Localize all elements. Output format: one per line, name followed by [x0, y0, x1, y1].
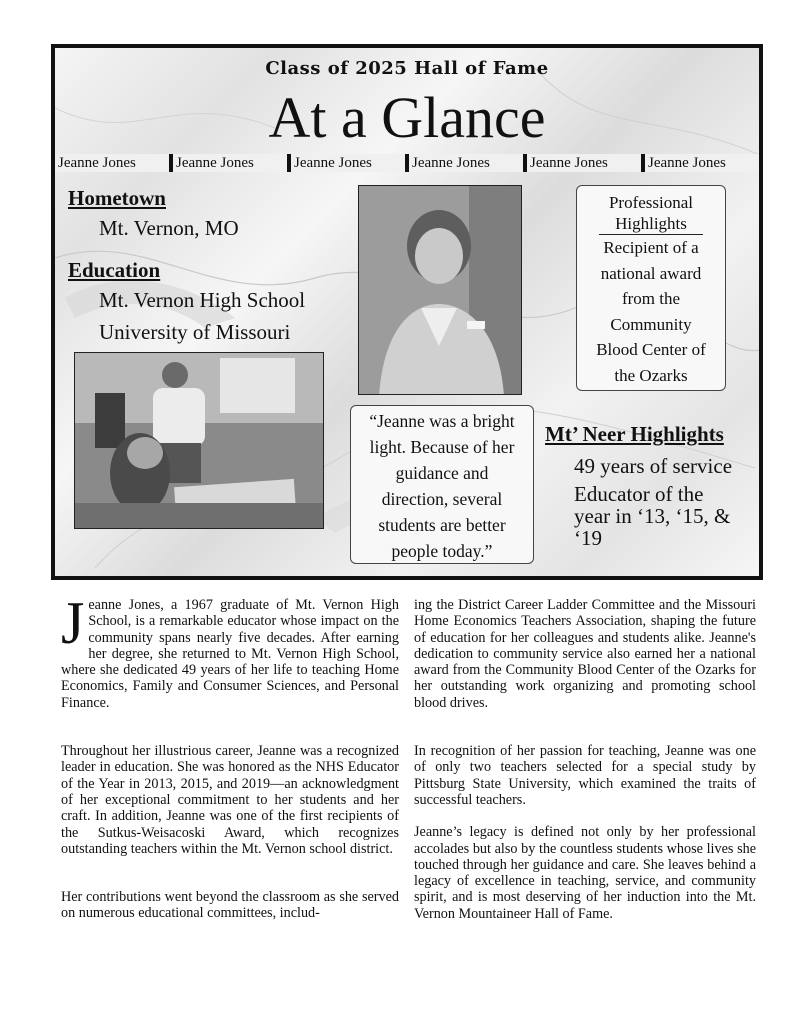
mtneer-highlight-item: year in ‘13, ‘15, &	[574, 504, 731, 528]
professional-highlights-box	[576, 185, 726, 391]
page-title: At a Glance	[268, 85, 546, 150]
education-heading: Education	[68, 258, 161, 282]
article-paragraph: Jeanne’s legacy is defined not only by her professional accolades but also by the countless students whose lives she touched through her guidance and care. She leaves behind a legacy of excellence in teaching, service, and community spirit, and is most deserving of her induction into the Mt. Vernon Mountaineer Hall of Fame.	[414, 824, 756, 922]
article-paragraph: Her contributions went beyond the classroom as she served on numerous educational committees, includ-	[61, 889, 399, 922]
quote-box	[350, 405, 534, 564]
education-item: Mt. Vernon High School	[99, 288, 306, 312]
education-item: University of Missouri	[99, 320, 291, 344]
quote-line: “Jeanne was a bright	[369, 411, 515, 431]
classroom-photo	[74, 352, 324, 529]
mtneer-highlight-item: Educator of the	[574, 482, 704, 506]
name-strip-item: Jeanne Jones	[291, 154, 405, 172]
article-paragraph: In recognition of her passion for teaching, Jeanne was one of only two teachers selected for a special study by Pittsburg State University, which examined the traits of successful teachers.	[414, 743, 756, 808]
article-paragraph: Jeanne Jones, a 1967 graduate of Mt. Vernon High School, is a remarkable educator whose impact on the community spans nearly five decades. After earning her degree, she returned to Mt. Vernon High School, where she dedicated 49 years of her life to teaching Home Economics, Family and Consumer Sciences, and Personal Finance.	[61, 590, 399, 711]
professional-highlights-line: the Ozarks	[614, 365, 688, 385]
quote-line: guidance and	[395, 463, 489, 483]
article-paragraph: ing the District Career Ladder Committee and the Missouri Home Economics Teachers Association, shaping the future of education for her colleagues and students alike. Jeanne's dedication to community service also earned her a national award from the Community Blood Center of the Ozarks for her outstanding work organizing and promoting school blood drives.	[414, 597, 756, 711]
professional-highlights-title: Professional	[608, 193, 694, 212]
quote-line: direction, several	[381, 489, 503, 509]
professional-highlights-line: from the	[621, 289, 681, 308]
professional-highlights-line: national award	[600, 263, 702, 283]
mtneer-highlight-item: 49 years of service	[574, 454, 733, 478]
hall-of-fame-kicker: Class of 2025 Hall of Fame	[265, 58, 549, 79]
drop-cap: J	[61, 590, 85, 656]
name-strip-item: Jeanne Jones	[645, 154, 759, 172]
name-strip-item: Jeanne Jones	[409, 154, 523, 172]
professional-highlights-subtitle: Highlights	[599, 213, 703, 235]
name-strip-item: Jeanne Jones	[527, 154, 641, 172]
professional-highlights-line: Blood Center of	[596, 340, 706, 359]
article-column-right	[414, 597, 756, 922]
mtneer-highlight-item: ‘19	[574, 526, 602, 550]
name-strip-item: Jeanne Jones	[55, 154, 169, 172]
name-strip-item: Jeanne Jones	[173, 154, 287, 172]
portrait-photo	[358, 185, 522, 395]
article-paragraph: Throughout her illustrious career, Jeanne was a recognized leader in education. She was honored as the NHS Educator of the Year in 2013, 2015, and 2019—an acknowledgment of her exceptional commitment to her students and her craft. In addition, Jeanne was one of the first recipients of the Sutkus-Weisacoski Award, which recognizes outstanding teachers within the Mt. Vernon school district.	[61, 743, 399, 857]
mtneer-highlights-heading: Mt’ Neer Highlights	[545, 422, 724, 446]
hometown-value: Mt. Vernon, MO	[99, 216, 239, 240]
at-a-glance-panel	[51, 44, 763, 580]
article-column-left	[61, 590, 399, 922]
name-strip	[55, 154, 759, 172]
quote-line: students are better	[378, 515, 506, 535]
hometown-heading: Hometown	[68, 186, 166, 210]
professional-highlights-line: Recipient of a	[603, 238, 699, 257]
professional-highlights-line: Community	[610, 314, 692, 334]
quote-line: light. Because of her	[369, 437, 515, 457]
quote-line: people today.”	[391, 541, 493, 561]
